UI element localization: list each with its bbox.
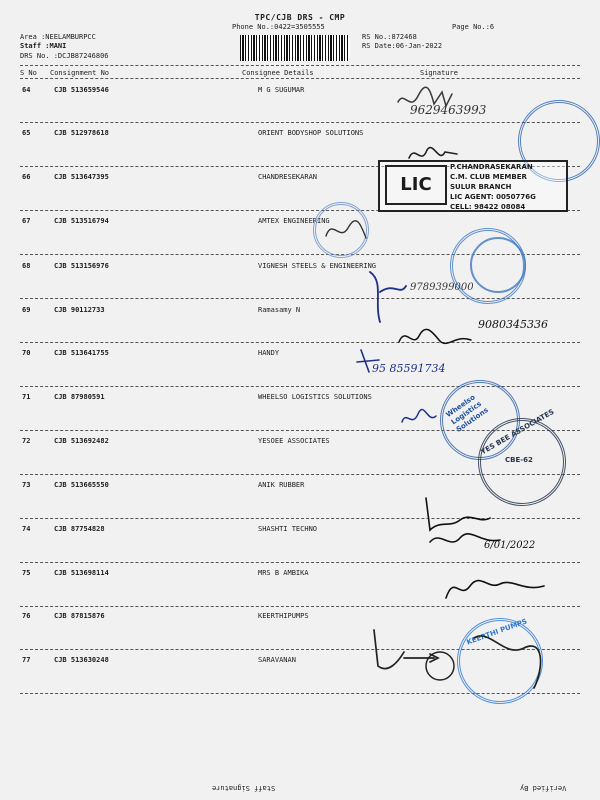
row-consignee: VIGNESH STEELS & ENGINEERING — [258, 262, 377, 270]
lic-agent-name: P.CHANDRASEKARAN — [450, 163, 533, 171]
signature-66 — [405, 140, 485, 170]
signature-75 — [440, 570, 560, 610]
row-consignment: CJB 87754828 — [54, 525, 105, 533]
row-consignment: CJB 513516794 — [54, 217, 109, 225]
row-sno: 73 — [22, 481, 31, 489]
verified-by-label: Verified By — [520, 784, 567, 792]
row-consignee: HANDY — [258, 349, 280, 357]
row-consignee: SHASHTI TECHNO — [258, 525, 318, 533]
keerthi-stamp-text: KEERTHI PUMPS — [465, 617, 529, 647]
page-number: Page No.:6 — [452, 23, 495, 31]
phone-handwritten-69: 9080345336 — [478, 318, 548, 331]
lic-branch: SULUR BRANCH — [450, 183, 512, 191]
rs-number: RS No.:872468 — [362, 33, 417, 41]
drs-number: DRS No. :DCJB87246806 — [20, 52, 109, 60]
phone-handwritten-70: 95 85591734 — [372, 362, 446, 375]
row-consignment: CJB 513665550 — [54, 481, 109, 489]
yesbee-stamp-text: YES BEE ASSOCIATES — [479, 407, 556, 457]
row-consignee: M G SUGUMAR — [258, 86, 305, 94]
row-consignee: AMTEX ENGINEERING — [258, 217, 330, 225]
signature-71 — [398, 404, 448, 434]
phone-number: Phone No.:0422=3505555 — [232, 23, 325, 31]
yesbee-stamp-number: CBE-62 — [505, 456, 533, 464]
column-consignee: Consignee Details — [242, 69, 314, 77]
table-row — [0, 349, 600, 369]
column-sno: S No — [20, 69, 37, 77]
row-sno: 71 — [22, 393, 31, 401]
divider — [20, 78, 580, 79]
row-consignment: CJB 513692482 — [54, 437, 109, 445]
row-consignee: KEERTHIPUMPS — [258, 612, 309, 620]
row-consignment: CJB 90112733 — [54, 306, 105, 314]
document-title: TPC/CJB DRS - CMP — [254, 13, 346, 22]
row-consignee: CHANDRESEKARAN — [258, 173, 318, 181]
staff-field: Staff :MANI — [20, 42, 67, 50]
barcode — [240, 35, 350, 61]
date-handwritten-74: 6/01/2022 — [484, 540, 536, 551]
row-sno: 76 — [22, 612, 31, 620]
area-field: Area :NEELAMBURPCC — [20, 33, 96, 41]
row-sno: 70 — [22, 349, 31, 357]
row-consignment: CJB 513641755 — [54, 349, 109, 357]
phone-handwritten-68: 9789399000 — [410, 282, 474, 293]
signature-67 — [320, 212, 390, 252]
row-sno: 67 — [22, 217, 31, 225]
divider — [20, 342, 580, 343]
row-consignment: CJB 513156976 — [54, 262, 109, 270]
row-consignee: YESOEE ASSOCIATES — [258, 437, 330, 445]
lic-cell: CELL: 98422 08084 — [450, 203, 526, 211]
row-consignee: SARAVANAN — [258, 656, 296, 664]
row-sno: 66 — [22, 173, 31, 181]
divider — [20, 122, 580, 123]
rs-date: RS Date:06-Jan-2022 — [362, 42, 443, 50]
row-sno: 64 — [22, 86, 31, 94]
row-sno: 68 — [22, 262, 31, 270]
row-consignee: MRS B AMBIKA — [258, 569, 309, 577]
lic-club: C.M. CLUB MEMBER — [450, 173, 527, 181]
divider — [20, 65, 580, 66]
row-consignment: CJB 513647395 — [54, 173, 109, 181]
staff-signature-label: Staff Signature — [212, 784, 276, 792]
company-stamp-ring — [470, 237, 526, 293]
row-consignee: Ramasamy N — [258, 306, 301, 314]
column-signature: Signature — [420, 69, 458, 77]
row-consignment: CJB 513698114 — [54, 569, 109, 577]
row-consignment: CJB 512978618 — [54, 129, 109, 137]
row-consignee: WHEELSO LOGISTICS SOLUTIONS — [258, 393, 372, 401]
phone-handwritten-64: 9629463993 — [410, 103, 487, 117]
row-consignment: CJB 513630248 — [54, 656, 109, 664]
row-sno: 69 — [22, 306, 31, 314]
lic-agent-code: LIC AGENT: 0050776G — [450, 193, 536, 201]
row-sno: 77 — [22, 656, 31, 664]
signature-77 — [364, 618, 584, 708]
row-sno: 65 — [22, 129, 31, 137]
table-row — [0, 129, 600, 149]
row-sno: 75 — [22, 569, 31, 577]
row-consignment: CJB 87815876 — [54, 612, 105, 620]
row-sno: 72 — [22, 437, 31, 445]
lic-logo: LIC — [385, 165, 447, 205]
row-sno: 74 — [22, 525, 31, 533]
wheelso-stamp-text: Wheelso Logistics Solutions — [444, 393, 490, 434]
row-consignee: ORIENT BODYSHOP SOLUTIONS — [258, 129, 364, 137]
row-consignment: CJB 513659546 — [54, 86, 109, 94]
table-row — [0, 217, 600, 237]
column-consignment: Consignment No — [50, 69, 110, 77]
row-consignee: ANIK RUBBER — [258, 481, 305, 489]
row-consignment: CJB 87980591 — [54, 393, 105, 401]
divider — [20, 562, 580, 563]
